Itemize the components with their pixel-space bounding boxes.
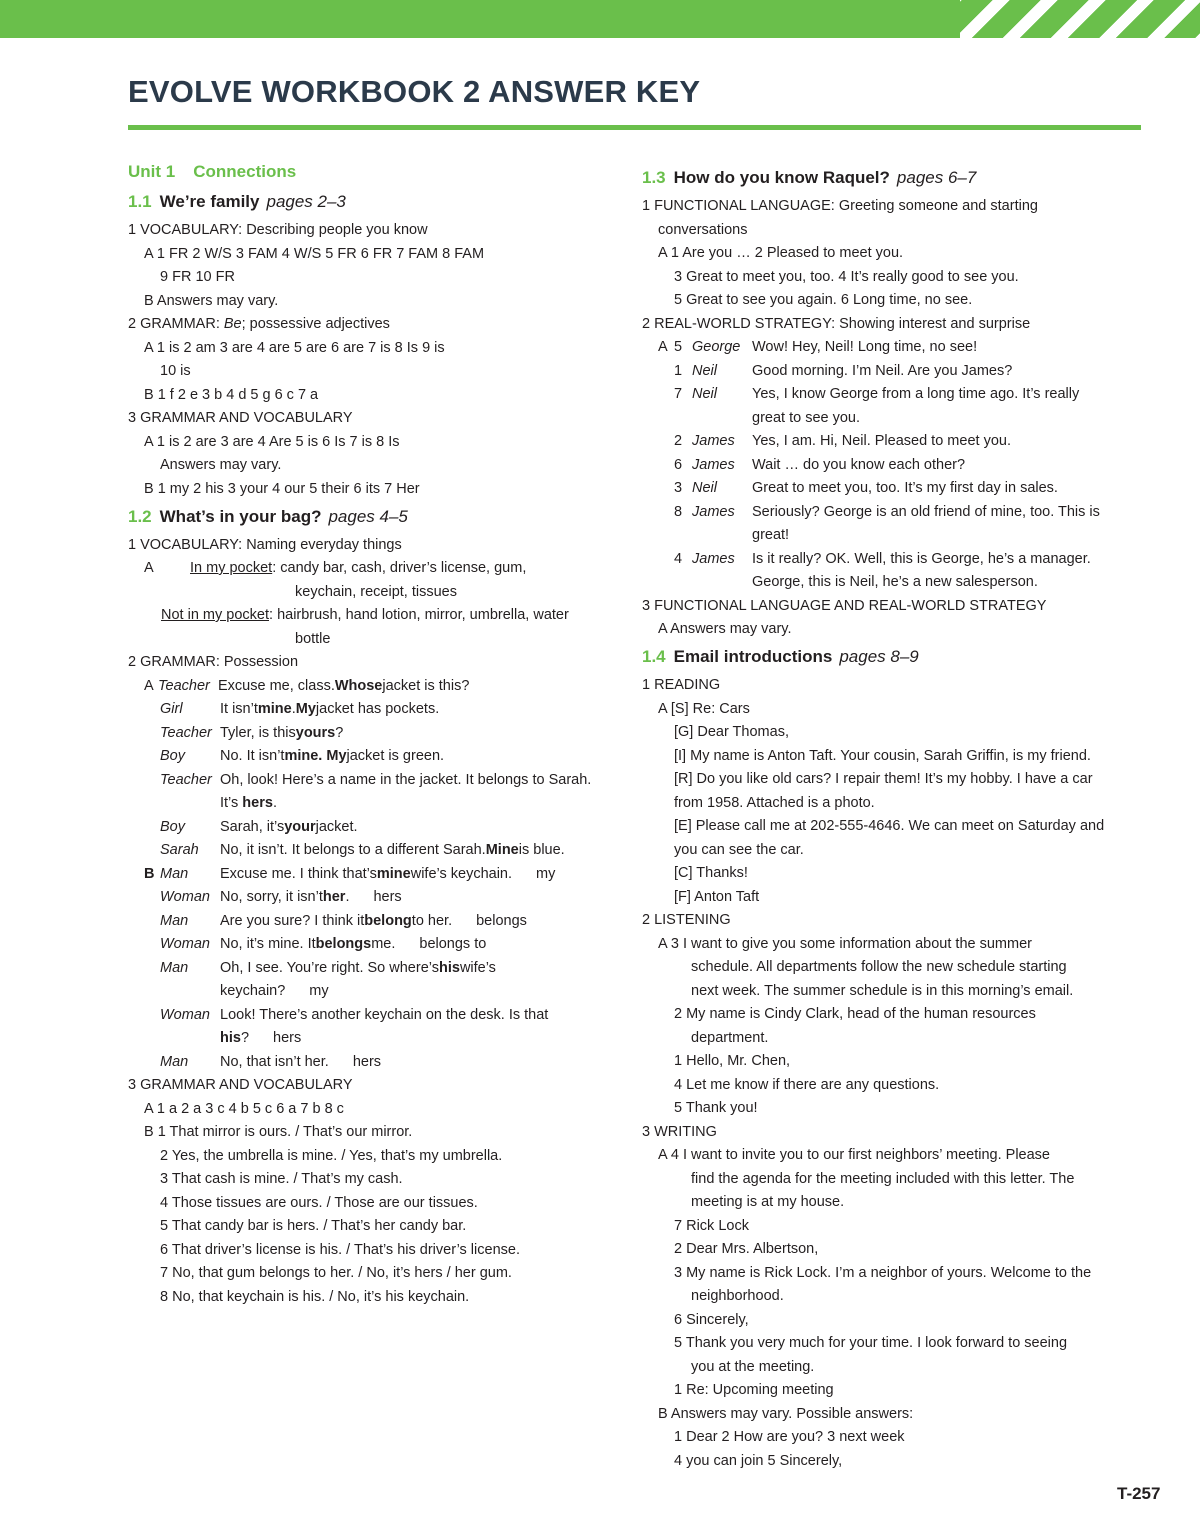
exercise-heading: 3 FUNCTIONAL LANGUAGE AND REAL-WORLD STRATEGY	[642, 597, 1047, 614]
exercise-heading: 2 REAL-WORLD STRATEGY: Showing interest and surprise	[642, 315, 1031, 332]
answer-line: from 1958. Attached is a photo.	[674, 794, 875, 811]
answer-line: 6 Sincerely,	[674, 1311, 749, 1328]
answer-line: 5 Thank you very much for your time. I look forward to seeing	[674, 1335, 1068, 1351]
exercise-heading: 3 WRITING	[642, 1123, 717, 1140]
dialogue-line: A 5 George Wow! Hey, Neil! Long time, no see!	[658, 339, 978, 355]
dialogue-line: Girl It isn’t mine . My jacket has pockets.	[160, 701, 440, 717]
exercise-heading: conversations	[658, 221, 748, 238]
answer-line: 4 you can join 5 Sincerely,	[674, 1452, 843, 1469]
answer-line: [G] Dear Thomas,	[674, 724, 789, 740]
answer-line: A In my pocket : candy bar, cash, driver’s license, gum,	[144, 560, 527, 576]
page-number: T-257	[1117, 1484, 1161, 1503]
answer-line: keychain, receipt, tissues	[295, 583, 457, 600]
dialogue-line: Teacher Tyler, is this yours ?	[160, 724, 344, 741]
dialogue-line: his? hers	[220, 1030, 302, 1046]
answer-line: A 1 FR 2 W/S 3 FAM 4 W/S 5 FR 6 FR 7 FAM 8 FAM	[144, 245, 485, 262]
answer-line: 3 My name is Rick Lock. I’m a neighbor of yours. Welcome to the	[674, 1264, 1092, 1281]
dialogue-line: B Man Excuse me. I think that’s mine wife’s keychain. my	[144, 865, 556, 882]
dialogue-line: great!	[752, 527, 790, 543]
exercise-heading: 1 READING	[642, 677, 721, 693]
answer-line: [R] Do you like old cars? I repair them! It’s my hobby. I have a car	[674, 771, 1093, 787]
answer-line: 3 That cash is mine. / That’s my cash.	[160, 1171, 403, 1187]
answer-line: 1 Re: Upcoming meeting	[674, 1382, 834, 1398]
dialogue-line: Sarah No, it isn’t. It belongs to a different Sarah. Mine is blue.	[160, 842, 565, 858]
dialogue-line: George, this is Neil, he’s a new salesperson.	[752, 574, 1038, 590]
dialogue-line: keychain? my	[220, 983, 329, 999]
answer-line: neighborhood.	[691, 1288, 784, 1304]
exercise-heading: 1 FUNCTIONAL LANGUAGE: Greeting someone and starting	[642, 198, 1038, 214]
dialogue-line: 1 Neil Good morning. I’m Neil. Are you James?	[674, 362, 1013, 379]
answer-line: Answers may vary.	[160, 457, 282, 473]
dialogue-line: Boy Sarah, it’s your jacket.	[160, 818, 358, 835]
answer-line: B 1 f 2 e 3 b 4 d 5 g 6 c 7 a	[144, 386, 319, 403]
answer-line: 10 is	[160, 363, 191, 379]
answer-line: 2 My name is Cindy Clark, head of the human resources	[674, 1006, 1036, 1022]
lesson-heading: 1.2 What’s in your bag? pages 4–5	[128, 506, 408, 526]
answer-line: A 3 I want to give you some information about the summer	[658, 935, 1032, 952]
answer-line: A [S] Re: Cars	[658, 700, 750, 717]
answer-line: [I] My name is Anton Taft. Your cousin, Sarah Griffin, is my friend.	[674, 747, 1091, 764]
dialogue-line: Woman No, it’s mine. It belongs me. belongs to	[160, 936, 487, 952]
exercise-heading: 3 GRAMMAR AND VOCABULARY	[128, 410, 353, 426]
answer-line: B Answers may vary.	[144, 292, 279, 309]
dialogue-line: Boy No. It isn’t mine. My jacket is green.	[160, 748, 445, 764]
answer-line: 6 That driver’s license is his. / That’s his driver’s license.	[160, 1241, 520, 1258]
top-banner	[0, 0, 1200, 38]
answer-line: 2 Dear Mrs. Albertson,	[674, 1241, 819, 1257]
answer-line: 9 FR 10 FR	[160, 269, 235, 285]
answer-line: [C] Thanks!	[674, 865, 748, 881]
answer-line: A 1 Are you … 2 Pleased to meet you.	[658, 245, 904, 261]
dialogue-line: Woman Look! There’s another keychain on the desk. Is that	[160, 1006, 549, 1023]
answer-line: you at the meeting.	[691, 1358, 815, 1375]
lesson-heading: 1.1 We’re family pages 2–3	[128, 192, 346, 211]
dialogue-line: Man Are you sure? I think it belong to her. belongs	[160, 912, 527, 929]
answer-line: meeting is at my house.	[691, 1194, 845, 1210]
dialogue-line: 2 James Yes, I am. Hi, Neil. Pleased to meet you.	[674, 433, 1011, 449]
answer-line: B 1 my 2 his 3 your 4 our 5 their 6 its 7 Her	[144, 480, 420, 497]
exercise-heading: 1 VOCABULARY: Naming everyday things	[128, 536, 402, 553]
answer-line: 1 Hello, Mr. Chen,	[674, 1053, 791, 1069]
answer-line: find the agenda for the meeting included with this letter. The	[691, 1170, 1075, 1187]
dialogue-line: Woman No, sorry, it isn’t her . hers	[160, 889, 402, 905]
answer-line: 8 No, that keychain is his. / No, it’s his keychain.	[160, 1288, 470, 1305]
dialogue-line: 6 James Wait … do you know each other?	[674, 456, 966, 473]
dialogue-line: Man No, that isn’t her. hers	[160, 1053, 382, 1070]
lesson-heading: 1.4 Email introductions pages 8–9	[642, 647, 919, 666]
answer-line: A Answers may vary.	[658, 621, 792, 637]
exercise-heading: 2 GRAMMAR: Be; possessive adjectives	[128, 316, 390, 332]
answer-line: 7 Rick Lock	[674, 1217, 749, 1234]
answer-line: [F] Anton Taft	[674, 888, 760, 905]
left-column	[128, 162, 618, 1309]
dialogue-line: 4 James Is it really? OK. Well, this is George, he’s a manager.	[674, 550, 1091, 567]
dialogue-line: 7 Neil Yes, I know George from a long time ago. It’s really	[674, 386, 1080, 402]
dialogue-line: Teacher Oh, look! Here’s a name in the jacket. It belongs to Sarah.	[160, 771, 592, 788]
answer-line: A 1 is 2 am 3 are 4 are 5 are 6 are 7 is 8 Is 9 is	[144, 339, 445, 356]
answer-line: B 1 That mirror is ours. / That’s our mirror.	[144, 1124, 413, 1140]
dialogue-line: Man Oh, I see. You’re right. So where’s his wife’s	[160, 959, 496, 976]
answer-line: 5 Thank you!	[674, 1100, 758, 1116]
answer-line: department.	[691, 1029, 769, 1046]
right-column	[642, 162, 1132, 1473]
answer-line: A 4 I want to invite you to our first neighbors’ meeting. Please	[658, 1147, 1050, 1163]
dialogue-line: It’s hers.	[220, 795, 277, 811]
page-title: EVOLVE WORKBOOK 2 ANSWER KEY	[128, 74, 701, 109]
answer-line: next week. The summer schedule is in this morning’s email.	[691, 982, 1074, 999]
title-rule	[128, 125, 1141, 130]
exercise-heading: 1 VOCABULARY: Describing people you know	[128, 222, 428, 238]
lesson-heading: 1.3 How do you know Raquel? pages 6–7	[642, 168, 977, 187]
exercise-heading: 2 GRAMMAR: Possession	[128, 654, 299, 670]
exercise-heading: 2 LISTENING	[642, 912, 731, 928]
answer-line: 5 Great to see you again. 6 Long time, no see.	[674, 292, 973, 308]
answer-line: A 1 a 2 a 3 c 4 b 5 c 6 a 7 b 8 c	[144, 1100, 344, 1117]
answer-line: 1 Dear 2 How are you? 3 next week	[674, 1429, 905, 1445]
answer-line: bottle	[295, 630, 331, 647]
dialogue-line: A Teacher Excuse me, class. Whose jacket is this?	[144, 677, 470, 694]
answer-line: schedule. All departments follow the new schedule starting	[691, 959, 1067, 975]
answer-line: 4 Those tissues are ours. / Those are our tissues.	[160, 1194, 478, 1211]
answer-line: 5 That candy bar is hers. / That’s her candy bar.	[160, 1218, 467, 1234]
answer-line: Not in my pocket: hairbrush, hand lotion, mirror, umbrella, water	[161, 607, 569, 623]
answer-line: A 1 is 2 are 3 are 4 Are 5 is 6 Is 7 is 8 Is	[144, 433, 400, 450]
answer-line: you can see the car.	[674, 841, 804, 858]
unit-heading: Unit 1 Connections	[128, 162, 297, 181]
dialogue-line: 3 Neil Great to meet you, too. It’s my first day in sales.	[674, 480, 1058, 496]
dialogue-line: great to see you.	[752, 409, 861, 426]
exercise-heading: 3 GRAMMAR AND VOCABULARY	[128, 1077, 353, 1093]
answer-line: 2 Yes, the umbrella is mine. / Yes, that’s my umbrella.	[160, 1147, 503, 1164]
answer-line: 3 Great to meet you, too. 4 It’s really good to see you.	[674, 268, 1019, 285]
dialogue-line: 8 James Seriously? George is an old friend of mine, too. This is	[674, 503, 1100, 520]
answer-line: 4 Let me know if there are any questions.	[674, 1076, 940, 1093]
answer-line: [E] Please call me at 202-555-4646. We can meet on Saturday and	[674, 818, 1105, 834]
answer-line: 7 No, that gum belongs to her. / No, it’s hers / her gum.	[160, 1265, 512, 1281]
answer-line: B Answers may vary. Possible answers:	[658, 1405, 914, 1422]
